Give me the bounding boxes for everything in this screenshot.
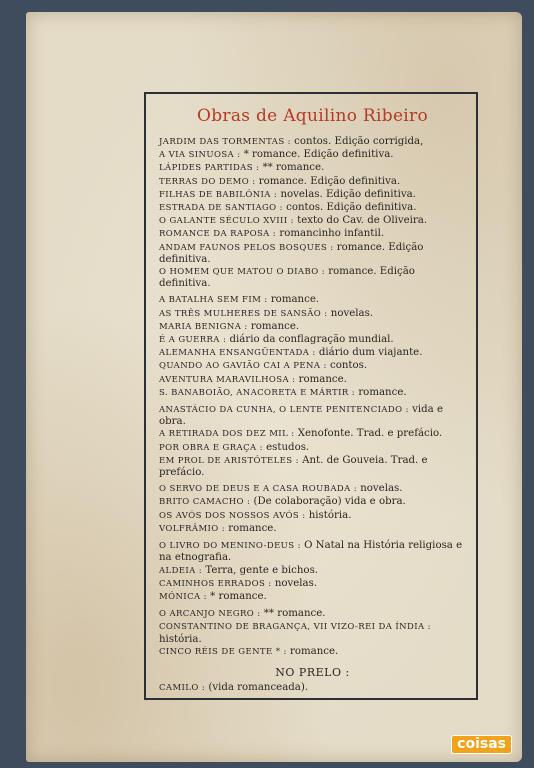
work-entry [159, 608, 466, 620]
work-title: A BATALHA SEM FIM : [159, 295, 268, 306]
work-description: Ant. de Gouveia. Trad. e prefácio. [159, 454, 428, 479]
work-title: ROMANCE DA RAPOSA : [159, 229, 277, 240]
work-title: CONSTANTINO DE BRAGANÇA, VII VIZO-REI DA ÍNDIA : [159, 622, 431, 633]
work-description: romance. [289, 645, 339, 657]
work-entry [159, 428, 466, 440]
work-entry [159, 228, 466, 240]
work-description: Terra, gente e bichos. [205, 564, 319, 576]
work-title: VOLFRÂMIO : [159, 523, 226, 534]
prelo-item [159, 682, 466, 693]
work-description: estudos. [266, 441, 310, 453]
work-description: romance. [270, 294, 320, 306]
work-description: história. [159, 633, 202, 645]
work-description: diário da conflagração mundial. [229, 334, 394, 346]
work-description: ** romance. [263, 608, 326, 620]
work-entry [159, 321, 466, 333]
works-list [159, 136, 466, 658]
work-title: ANDAM FAUNOS PELOS BOSQUES : [159, 242, 334, 253]
work-title: ESTRADA DE SANTIAGO : [159, 203, 283, 214]
work-entry [159, 294, 466, 306]
work-title: ALEMANHA ENSANGÜENTADA : [159, 348, 316, 359]
work-title: MARIA BENIGNA : [159, 321, 248, 332]
work-entry [159, 149, 466, 161]
work-entry [159, 215, 466, 227]
work-description: romancinho infantil. [279, 228, 385, 240]
work-description: romance. Edição definitiva. [159, 241, 424, 265]
work-description: vida e obra. [159, 404, 443, 428]
work-description: * romance. [210, 590, 267, 602]
work-title: CAMINHOS ERRADOS : [159, 578, 272, 589]
work-description: contos. Edição definitiva. [286, 202, 417, 214]
work-entry [159, 136, 466, 148]
work-entry [159, 202, 466, 214]
work-description: novelas. [330, 307, 374, 319]
work-description: romance. Edição definitiva. [159, 266, 415, 290]
work-title: É A GUERRA : [159, 335, 227, 346]
work-description: romance. [358, 386, 407, 398]
work-description: novelas. Edição definitiva. [280, 188, 416, 200]
work-title: CINCO RÉIS DE GENTE * : [159, 646, 287, 657]
work-description: contos. [330, 360, 368, 372]
work-entry [159, 510, 466, 522]
work-title: ALDEIA : [159, 565, 203, 576]
work-entry [159, 308, 466, 320]
work-description: * romance. Edição definitiva. [243, 149, 394, 161]
work-description: (De colaboração) vida e obra. [253, 496, 406, 508]
work-entry [159, 621, 466, 644]
work-entry [159, 578, 466, 590]
work-entry [159, 176, 466, 188]
work-description: romance. [298, 373, 347, 385]
work-title: A VIA SINUOSA : [159, 150, 241, 161]
book-back-cover [26, 12, 522, 762]
work-entry [159, 565, 466, 577]
work-title: TERRAS DO DEMO : [159, 176, 256, 187]
work-title: O GALANTE SÉCULO XVIII : [159, 216, 294, 227]
work-description: ** romance. [262, 162, 325, 174]
work-title: AS TRÊS MULHERES DE SANSÃO : [159, 308, 328, 319]
work-title: ANASTÁCIO DA CUNHA, O LENTE PENITENCIADO : [159, 405, 409, 416]
work-entry [159, 242, 466, 265]
work-description: contos. Edição corrigida, [294, 136, 424, 147]
work-description: romance. Edição definitiva. [258, 175, 401, 187]
work-entry [159, 483, 466, 495]
work-description: novelas. [274, 577, 318, 589]
work-entry [159, 523, 466, 535]
prelo-item-title: CAMILO : [159, 682, 206, 693]
work-description: diário dum viajante. [318, 347, 423, 359]
work-description: novelas. [360, 483, 403, 495]
work-title: POR OBRA E GRAÇA : [159, 442, 263, 453]
work-description: Xenofonte. Trad. e prefácio. [297, 428, 443, 440]
work-title: A RETIRADA DOS DEZ MIL : [159, 429, 295, 440]
work-entry [159, 442, 466, 454]
work-title: O ARCANJO NEGRO : [159, 609, 261, 620]
work-entry [159, 334, 466, 346]
work-entry [159, 162, 466, 174]
work-entry [159, 496, 466, 508]
work-title: MÓNICA : [159, 591, 207, 602]
work-entry [159, 347, 466, 359]
page-title: Obras de Aquilino Ribeiro [196, 106, 429, 126]
work-title: O SERVO DE DEUS E A CASA ROUBADA : [159, 484, 357, 495]
work-entry [159, 387, 466, 399]
work-title: QUANDO AO GAVIÃO CAI A PENA : [159, 361, 327, 372]
work-title: BRITO CAMACHO : [159, 497, 251, 508]
work-description: romance. [250, 320, 300, 332]
work-description: texto do Cav. de Oliveira. [297, 215, 428, 227]
work-entry [159, 360, 466, 372]
work-entry [159, 404, 466, 427]
work-title: AVENTURA MARAVILHOSA : [159, 374, 296, 385]
work-entry [159, 455, 466, 478]
work-title: O LIVRO DO MENINO-DEUS : [159, 541, 301, 552]
watermark-logo: coisas [451, 735, 512, 754]
work-title: EM PROL DE ARISTÓTELES : [159, 455, 299, 466]
work-title: LÁPIDES PARTIDAS : [159, 163, 260, 174]
prelo-heading: NO PRELO : [275, 665, 350, 679]
work-entry [159, 646, 466, 658]
work-entry [159, 591, 466, 603]
work-entry [159, 374, 466, 386]
prelo-item-desc: (vida romanceada). [208, 681, 309, 693]
work-description: romance. [228, 522, 277, 534]
work-title: O HOMEM QUE MATOU O DIABO : [159, 267, 326, 278]
work-title: OS AVÓS DOS NOSSOS AVÓS : [159, 510, 306, 521]
work-title: JARDIM DAS TORMENTAS : [159, 137, 291, 147]
work-description: história. [308, 509, 352, 521]
work-entry [159, 540, 466, 563]
work-entry [159, 189, 466, 201]
work-entry [159, 266, 466, 289]
work-title: S. BANABOIÃO, ANACORETA E MÁRTIR : [159, 387, 356, 398]
work-title: FILHAS DE BABILÓNIA : [159, 189, 278, 200]
work-description: O Natal na História religiosa e na etnografia. [159, 540, 463, 564]
works-frame [144, 92, 478, 700]
